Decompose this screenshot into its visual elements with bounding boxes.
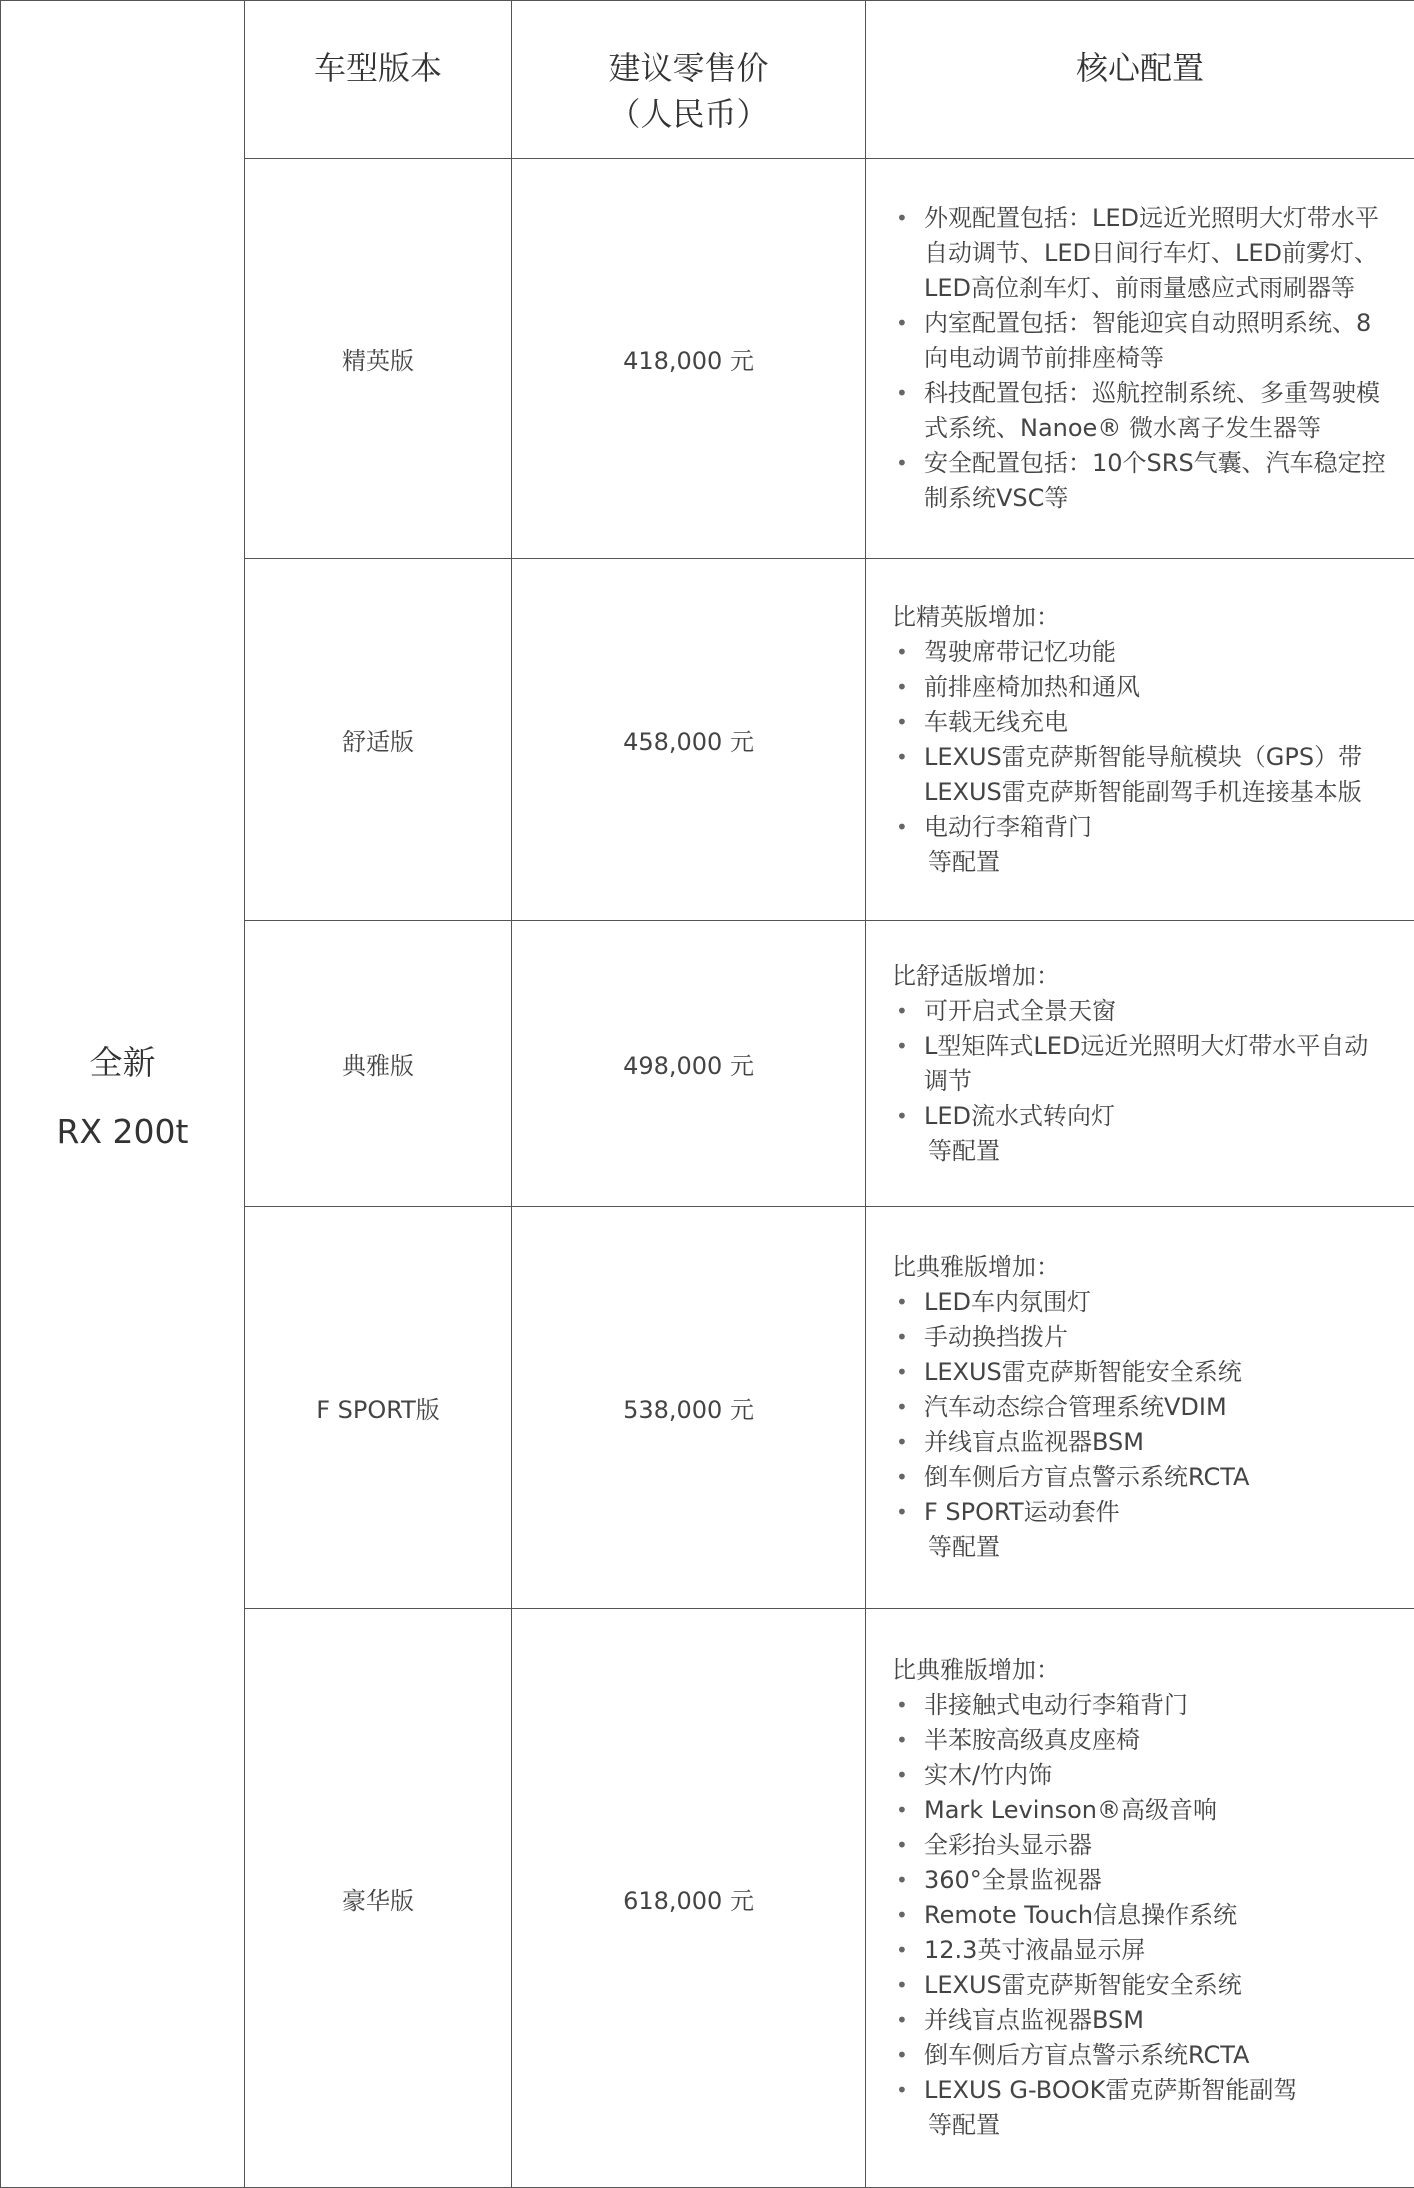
feature-text: 科技配置包括：巡航控制系统、多重驾驶模式系统、Nanoe® 微水离子发生器等 xyxy=(924,379,1380,442)
feature-text: 半苯胺高级真皮座椅 xyxy=(924,1726,1140,1754)
feature-item xyxy=(892,705,1386,740)
header-version xyxy=(245,1,512,159)
bullet-icon: • xyxy=(896,1863,908,1898)
feature-list xyxy=(892,994,1386,1134)
feature-list xyxy=(892,201,1386,516)
feature-item xyxy=(892,1758,1386,1793)
feature-text: LEXUS雷克萨斯智能安全系统 xyxy=(924,1358,1242,1386)
feature-item xyxy=(892,994,1386,1029)
config-intro: 比精英版增加： xyxy=(892,600,1386,635)
feature-text: LEXUS G-BOOK雷克萨斯智能副驾 xyxy=(924,2076,1297,2104)
feature-text: Mark Levinson®高级音响 xyxy=(924,1796,1217,1824)
bullet-icon: • xyxy=(896,1029,908,1064)
bullet-icon: • xyxy=(896,1285,908,1320)
bullet-icon: • xyxy=(896,1758,908,1793)
bullet-icon: • xyxy=(896,1495,908,1530)
bullet-icon: • xyxy=(896,1460,908,1495)
feature-text: 手动换挡拨片 xyxy=(924,1323,1068,1351)
version-cell: 舒适版 xyxy=(245,559,512,921)
header-row xyxy=(1,1,1414,159)
bullet-icon: • xyxy=(896,670,908,705)
feature-item xyxy=(892,1933,1386,1968)
bullet-icon: • xyxy=(896,446,908,481)
bullet-icon: • xyxy=(896,1723,908,1758)
config-cell xyxy=(866,921,1414,1207)
feature-text: 倒车侧后方盲点警示系统RCTA xyxy=(924,2041,1249,2069)
feature-item xyxy=(892,1425,1386,1460)
feature-item xyxy=(892,1099,1386,1134)
header-price xyxy=(512,1,866,159)
config-tail: 等配置 xyxy=(892,2108,1386,2143)
price-cell: 458,000 元 xyxy=(512,559,866,921)
config-cell xyxy=(866,1609,1414,2188)
config-tail: 等配置 xyxy=(892,1134,1386,1169)
bullet-icon: • xyxy=(896,810,908,845)
feature-item xyxy=(892,1863,1386,1898)
feature-item xyxy=(892,1390,1386,1425)
config-cell xyxy=(866,1207,1414,1609)
bullet-icon: • xyxy=(896,1793,908,1828)
feature-text: 驾驶席带记忆功能 xyxy=(924,638,1116,666)
config-cell xyxy=(866,159,1414,559)
feature-text: 倒车侧后方盲点警示系统RCTA xyxy=(924,1463,1249,1491)
feature-item xyxy=(892,2073,1386,2108)
feature-text: 前排座椅加热和通风 xyxy=(924,673,1140,701)
bullet-icon: • xyxy=(896,1688,908,1723)
version-cell: 精英版 xyxy=(245,159,512,559)
price-cell: 418,000 元 xyxy=(512,159,866,559)
bullet-icon: • xyxy=(896,1933,908,1968)
price-cell: 498,000 元 xyxy=(512,921,866,1207)
price-cell: 538,000 元 xyxy=(512,1207,866,1609)
feature-item xyxy=(892,740,1386,810)
feature-list xyxy=(892,1285,1386,1530)
bullet-icon: • xyxy=(896,306,908,341)
feature-item xyxy=(892,1688,1386,1723)
bullet-icon: • xyxy=(896,2038,908,2073)
feature-text: 全彩抬头显示器 xyxy=(924,1831,1092,1859)
feature-item xyxy=(892,1898,1386,1933)
header-version-label: 车型版本 xyxy=(314,49,442,87)
feature-item xyxy=(892,306,1386,376)
feature-list xyxy=(892,1688,1386,2108)
feature-item xyxy=(892,1495,1386,1530)
feature-text: 并线盲点监视器BSM xyxy=(924,1428,1144,1456)
feature-item xyxy=(892,1355,1386,1390)
feature-text: 非接触式电动行李箱背门 xyxy=(924,1691,1188,1719)
version-cell: 豪华版 xyxy=(245,1609,512,2188)
feature-item xyxy=(892,810,1386,845)
feature-item xyxy=(892,1320,1386,1355)
bullet-icon: • xyxy=(896,1320,908,1355)
bullet-icon: • xyxy=(896,1828,908,1863)
header-config xyxy=(866,1,1414,159)
feature-item xyxy=(892,1793,1386,1828)
bullet-icon: • xyxy=(896,994,908,1029)
bullet-icon: • xyxy=(896,705,908,740)
feature-text: Remote Touch信息操作系统 xyxy=(924,1901,1237,1929)
feature-text: LEXUS雷克萨斯智能安全系统 xyxy=(924,1971,1242,1999)
bullet-icon: • xyxy=(896,1355,908,1390)
feature-item xyxy=(892,1460,1386,1495)
bullet-icon: • xyxy=(896,1425,908,1460)
feature-item xyxy=(892,446,1386,516)
feature-text: 汽车动态综合管理系统VDIM xyxy=(924,1393,1227,1421)
feature-text: 内室配置包括：智能迎宾自动照明系统、8向电动调节前排座椅等 xyxy=(924,309,1371,372)
feature-text: 电动行李箱背门 xyxy=(924,813,1092,841)
feature-item xyxy=(892,1828,1386,1863)
feature-item xyxy=(892,1029,1386,1099)
bullet-icon: • xyxy=(896,376,908,411)
bullet-icon: • xyxy=(896,1968,908,2003)
config-intro: 比典雅版增加： xyxy=(892,1250,1386,1285)
feature-item xyxy=(892,2038,1386,2073)
config-intro: 比舒适版增加： xyxy=(892,959,1386,994)
bullet-icon: • xyxy=(896,1099,908,1134)
config-tail: 等配置 xyxy=(892,845,1386,880)
feature-item xyxy=(892,201,1386,306)
feature-text: 实木/竹内饰 xyxy=(924,1761,1052,1789)
feature-item xyxy=(892,1723,1386,1758)
feature-text: 车载无线充电 xyxy=(924,708,1068,736)
feature-item xyxy=(892,2003,1386,2038)
model-name-line2: RX 200t xyxy=(1,1112,244,1151)
feature-list xyxy=(892,635,1386,845)
feature-text: 安全配置包括：10个SRS气囊、汽车稳定控制系统VSC等 xyxy=(924,449,1386,512)
bullet-icon: • xyxy=(896,2003,908,2038)
bullet-icon: • xyxy=(896,1390,908,1425)
feature-item xyxy=(892,635,1386,670)
bullet-icon: • xyxy=(896,201,908,236)
model-name-cell xyxy=(1,1,245,2188)
feature-text: LED车内氛围灯 xyxy=(924,1288,1091,1316)
feature-item xyxy=(892,1968,1386,2003)
header-config-label: 核心配置 xyxy=(1076,49,1204,87)
feature-item xyxy=(892,670,1386,705)
feature-text: L型矩阵式LED远近光照明大灯带水平自动调节 xyxy=(924,1032,1368,1095)
model-name-line1: 全新 xyxy=(1,1037,244,1084)
version-cell: 典雅版 xyxy=(245,921,512,1207)
feature-text: 12.3英寸液晶显示屏 xyxy=(924,1936,1145,1964)
bullet-icon: • xyxy=(896,740,908,775)
feature-text: 外观配置包括：LED远近光照明大灯带水平自动调节、LED日间行车灯、LED前雾灯、 LED高位刹车灯、前雨量感应式雨刷器等 xyxy=(924,204,1379,302)
bullet-icon: • xyxy=(896,635,908,670)
config-cell xyxy=(866,559,1414,921)
feature-text: 可开启式全景天窗 xyxy=(924,997,1116,1025)
config-tail: 等配置 xyxy=(892,1530,1386,1565)
feature-text: LED流水式转向灯 xyxy=(924,1102,1115,1130)
version-cell: F SPORT版 xyxy=(245,1207,512,1609)
price-cell: 618,000 元 xyxy=(512,1609,866,2188)
feature-item xyxy=(892,376,1386,446)
header-price-label-2: （人民币） xyxy=(512,91,865,137)
feature-item xyxy=(892,1285,1386,1320)
feature-text: F SPORT运动套件 xyxy=(924,1498,1120,1526)
header-price-label-1: 建议零售价 xyxy=(512,45,865,91)
feature-text: LEXUS雷克萨斯智能导航模块（GPS）带LEXUS雷克萨斯智能副驾手机连接基本版 xyxy=(924,743,1362,806)
feature-text: 并线盲点监视器BSM xyxy=(924,2006,1144,2034)
config-intro: 比典雅版增加： xyxy=(892,1653,1386,1688)
bullet-icon: • xyxy=(896,2073,908,2108)
feature-text: 360°全景监视器 xyxy=(924,1866,1102,1894)
bullet-icon: • xyxy=(896,1898,908,1933)
